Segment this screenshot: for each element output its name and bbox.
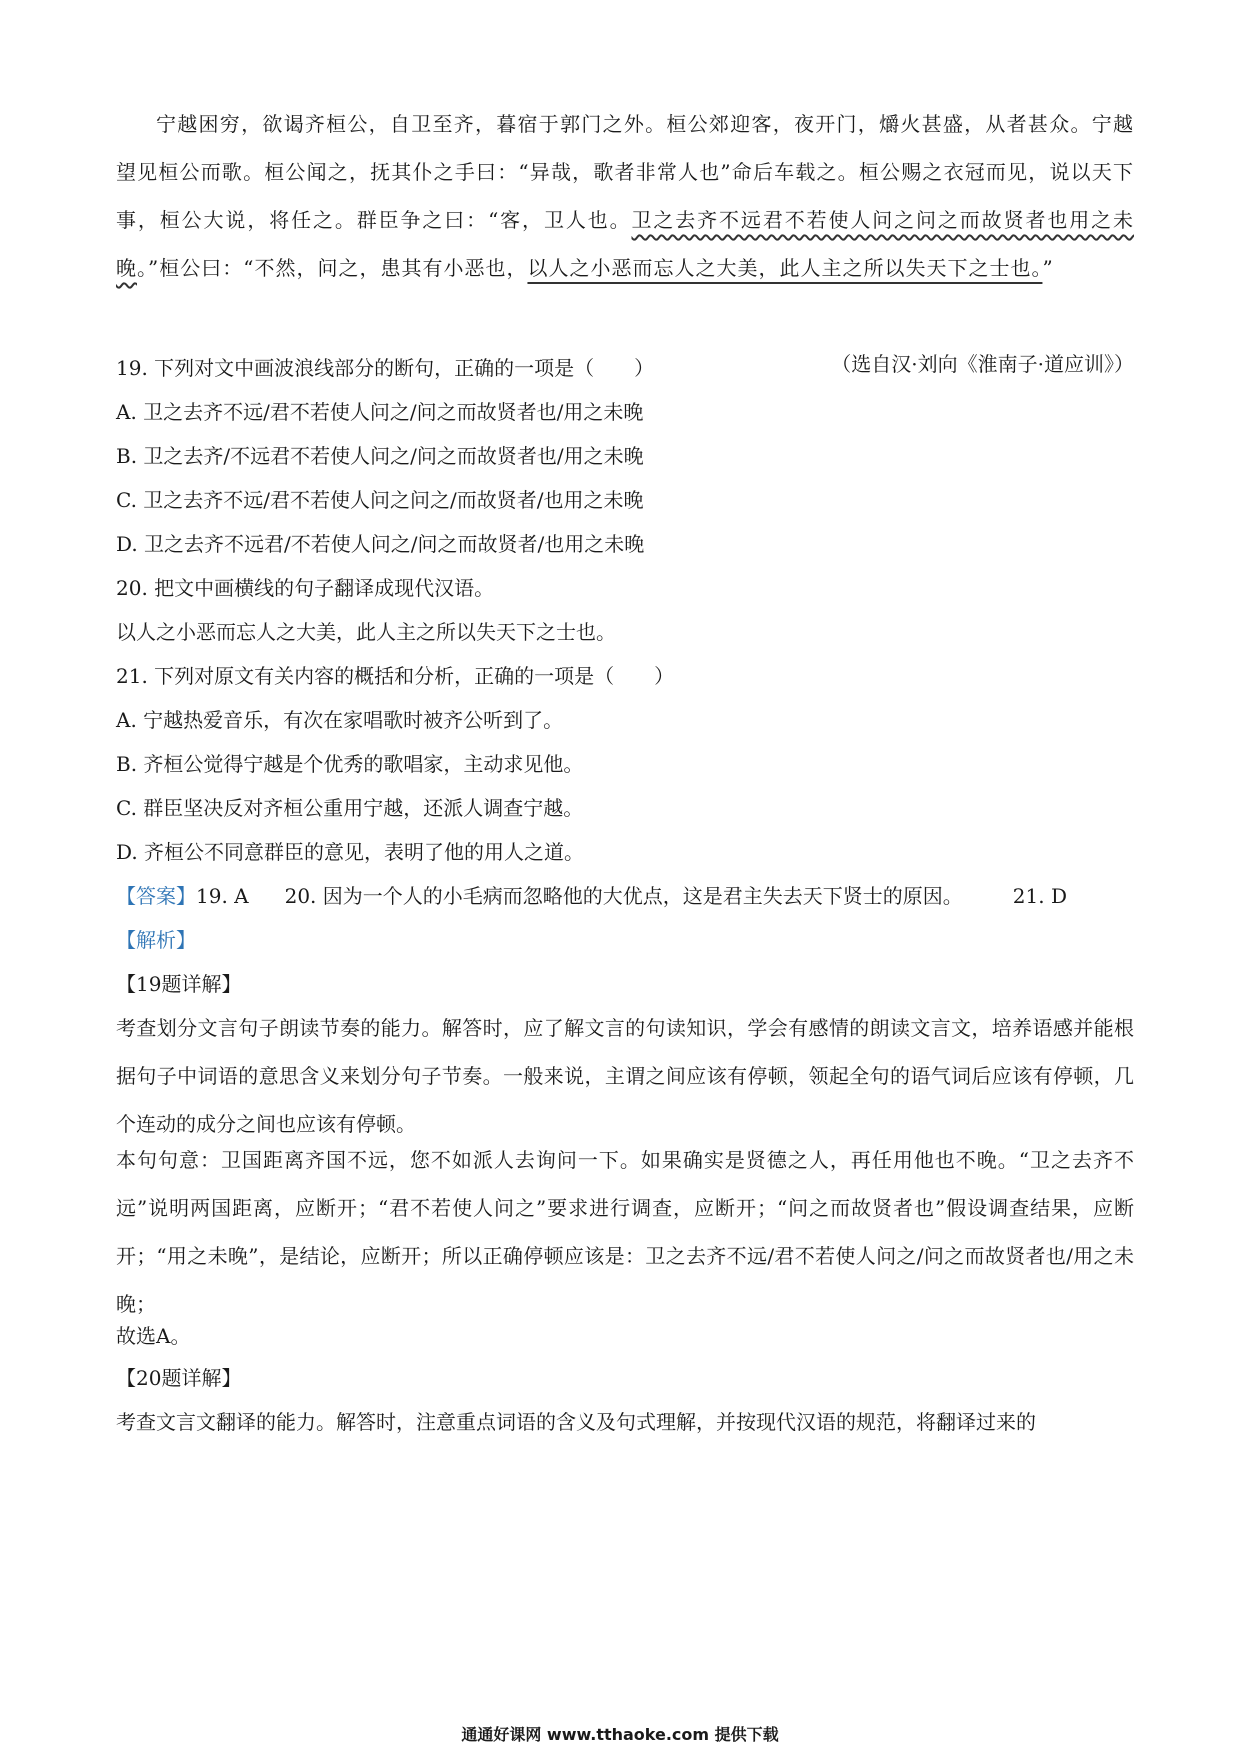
answer-line	[116, 880, 1134, 912]
passage-text-2: 。”桓公曰：“不然，问之，患其有小恶也，	[137, 256, 528, 280]
underlined-sentence: 以人之小恶而忘人之大美，此人主之所以失天下之士也。	[527, 256, 1043, 280]
answer-label: 【答案】	[116, 884, 196, 908]
detail-20-heading: 【20题详解】	[116, 1366, 242, 1390]
q20-stem: 20. 把文中画横线的句子翻译成现代汉语。	[116, 576, 495, 600]
answer-21: 21. D	[1012, 884, 1067, 908]
q21-option-b: B. 齐桓公觉得宁越是个优秀的歌唱家，主动求见他。	[116, 752, 584, 776]
q20-sentence: 以人之小恶而忘人之大美，此人主之所以失天下之士也。	[116, 620, 616, 644]
passage-text-1: 宁越困穷，欲谒齐桓公，自卫至齐，暮宿于郭门之外。桓公郊迎客，夜开门，爝火甚盛，从者甚众。宁越望见桓公而歌。桓公闻之，抚其仆之手曰：“异哉，歌者非常人也”命后车载之。桓公赐之衣冠而见，说以天下事，桓公大说，将任之。群臣争之曰：“客，卫人也。	[116, 112, 1134, 232]
analysis-label: 【解析】	[116, 928, 196, 952]
q19-option-a: A. 卫之去齐不远/君不若使人问之/问之而故贤者也/用之未晚	[116, 400, 644, 424]
passage-text-3: ”	[1042, 256, 1054, 280]
detail-19-heading: 【19题详解】	[116, 972, 242, 996]
answer-20: 20. 因为一个人的小毛病而忽略他的大优点，这是君主失去天下贤士的原因。	[284, 884, 963, 908]
page-footer: 通通好课网 www.tthaoke.com 提供下载	[461, 1725, 779, 1744]
passage-source: （选自汉·刘向《淮南子·道应训》）	[831, 352, 1134, 376]
q19-option-c: C. 卫之去齐不远/君不若使人问之问之/而故贤者/也用之未晚	[116, 488, 644, 512]
q21-stem: 21. 下列对原文有关内容的概括和分析，正确的一项是（ ）	[116, 664, 675, 688]
detail-20-para-1: 考查文言文翻译的能力。解答时，注意重点词语的含义及句式理解，并按现代汉语的规范，将翻译过来的	[116, 1410, 1036, 1434]
q19-stem: 19. 下列对文中画波浪线部分的断句，正确的一项是（ ）	[116, 356, 655, 380]
detail-19-para-1: 考查划分文言句子朗读节奏的能力。解答时，应了解文言的句读知识，学会有感情的朗读文言文，培养语感并能根据句子中词语的意思含义来划分句子节奏。一般来说，主谓之间应该有停顿，领起全句的语气词后应该有停顿，几个连动的成分之间也应该有停顿。	[116, 1016, 1134, 1136]
q21-option-d: D. 齐桓公不同意群臣的意见，表明了他的用人之道。	[116, 840, 585, 864]
q19-option-b: B. 卫之去齐/不远君不若使人问之/问之而故贤者也/用之未晚	[116, 444, 644, 468]
detail-19-para-2: 本句句意：卫国距离齐国不远，您不如派人去询问一下。如果确实是贤德之人，再任用他也不晚。“卫之去齐不远”说明两国距离，应断开；“君不若使人问之”要求进行调查，应断开；“问之而故贤者也”假设调查结果，应断开；“用之未晚”，是结论，应断开；所以正确停顿应该是：卫之去齐不远/君不若使人问之/问之而故贤者也/用之未晚；	[116, 1148, 1134, 1316]
q21-option-a: A. 宁越热爱音乐，有次在家唱歌时被齐公听到了。	[116, 708, 564, 732]
q19-option-d: D. 卫之去齐不远君/不若使人问之/问之而故贤者/也用之未晚	[116, 532, 645, 556]
detail-19-conclusion: 故选A。	[116, 1324, 191, 1348]
classical-passage	[116, 100, 1134, 292]
wavy-underlined-text: 卫之去齐不远君不若使人问之问之而故贤者也用之未晚	[116, 208, 1134, 280]
q21-option-c: C. 群臣坚决反对齐桓公重用宁越，还派人调查宁越。	[116, 796, 584, 820]
answer-19: 19. A	[196, 884, 249, 908]
